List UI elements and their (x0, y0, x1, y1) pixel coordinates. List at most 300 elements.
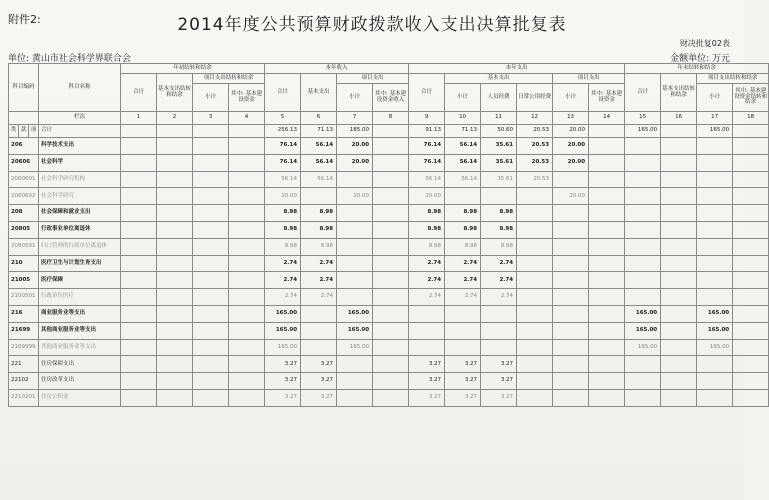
table-cell (157, 339, 193, 356)
table-cell (733, 188, 769, 205)
table-cell (229, 171, 265, 188)
table-cell (625, 221, 661, 238)
table-cell (373, 272, 409, 289)
table-cell (589, 238, 625, 255)
table-cell: 2.74 (481, 272, 517, 289)
column-number: 8 (373, 112, 409, 125)
header-end-balance: 年末结转和结余 (625, 64, 769, 74)
header-subtotal: 小计 (553, 84, 589, 112)
table-cell: 8.98 (445, 205, 481, 222)
row-code: 221 (9, 356, 39, 373)
table-cell (517, 339, 553, 356)
table-cell (337, 373, 373, 390)
table-row (9, 205, 769, 222)
table-cell (589, 138, 625, 155)
row-code: 208 (9, 205, 39, 222)
header-project-balance: 项目支出结转和结余 (697, 74, 769, 84)
row-code: 216 (9, 305, 39, 322)
table-cell (193, 138, 229, 155)
table-cell: 3.27 (301, 373, 337, 390)
table-cell (517, 389, 553, 406)
table-cell (229, 188, 265, 205)
table-cell (121, 205, 157, 222)
row-name: 商业服务业等支出 (39, 305, 121, 322)
table-cell (229, 205, 265, 222)
table-cell: 20.00 (409, 188, 445, 205)
column-number: 11 (481, 112, 517, 125)
table-cell (553, 171, 589, 188)
form-code: 财决批复02表 (679, 39, 730, 48)
row-name: 社会科学研究 (39, 188, 121, 205)
table-cell: 165.00 (265, 305, 301, 322)
table-cell (373, 125, 409, 138)
table-cell (697, 272, 733, 289)
table-cell (517, 188, 553, 205)
column-number: 5 (265, 112, 301, 125)
table-cell (733, 138, 769, 155)
table-cell (229, 255, 265, 272)
table-cell: 185.00 (337, 125, 373, 138)
row-name: 医疗卫生与计划生育支出 (39, 255, 121, 272)
table-cell (337, 272, 373, 289)
table-row (9, 373, 769, 390)
table-cell (661, 188, 697, 205)
table-row (9, 389, 769, 406)
table-cell: 8.98 (445, 238, 481, 255)
header-subtotal: 小计 (193, 84, 229, 112)
row-code: 206 (9, 138, 39, 155)
table-cell (553, 389, 589, 406)
header-basic-balance: 基本支出结转和结余 (661, 74, 697, 112)
table-cell: 165.00 (265, 322, 301, 339)
table-cell: 8.98 (481, 205, 517, 222)
table-cell: 3.27 (265, 389, 301, 406)
table-cell (157, 255, 193, 272)
table-cell: 56.14 (445, 171, 481, 188)
header-total: 合计 (409, 74, 445, 112)
table-cell: 8.98 (409, 221, 445, 238)
table-cell (589, 322, 625, 339)
table-row (9, 339, 769, 356)
header-begin-balance: 年初结转和结余 (121, 64, 265, 74)
table-cell (517, 238, 553, 255)
table-cell (589, 356, 625, 373)
row-name: 医疗保障 (39, 272, 121, 289)
table-cell (157, 238, 193, 255)
table-cell (409, 339, 445, 356)
table-cell (553, 255, 589, 272)
table-cell: 20.53 (517, 125, 553, 138)
table-cell (445, 305, 481, 322)
table-cell: 165.00 (265, 339, 301, 356)
table-cell: 8.98 (481, 221, 517, 238)
amount-unit: 金额单位: 万元 (670, 54, 730, 64)
table-cell (193, 389, 229, 406)
header-project-expenditure: 项目支出 (337, 74, 409, 84)
attachment-label: 附件2: (8, 13, 41, 26)
table-cell (733, 221, 769, 238)
row-name: 行政事业单位离退休 (39, 221, 121, 238)
table-cell (121, 125, 157, 138)
table-cell (733, 373, 769, 390)
row-name: 社会保障和就业支出 (39, 205, 121, 222)
table-cell: 20.00 (553, 154, 589, 171)
table-cell: 20.53 (517, 138, 553, 155)
table-cell (661, 339, 697, 356)
table-cell (121, 289, 157, 306)
table-cell: 35.61 (481, 138, 517, 155)
header-subject-name: 科目名称 (39, 64, 121, 112)
table-cell (157, 171, 193, 188)
row-code: 2060601 (9, 171, 39, 188)
table-row (9, 138, 769, 155)
table-cell: 3.27 (409, 373, 445, 390)
row-name: 归口管理的行政单位离退休 (39, 238, 121, 255)
table-cell (373, 339, 409, 356)
table-cell: 20.00 (553, 125, 589, 138)
table-cell (625, 188, 661, 205)
table-cell: 2.74 (265, 272, 301, 289)
table-cell (553, 272, 589, 289)
table-cell: 3.27 (301, 356, 337, 373)
table-cell (589, 125, 625, 138)
row-code: 20606 (9, 154, 39, 171)
row-code: 20805 (9, 221, 39, 238)
table-cell: 165.00 (697, 322, 733, 339)
table-cell: 76.14 (265, 154, 301, 171)
table-cell (733, 238, 769, 255)
table-cell (373, 221, 409, 238)
page-title: 2014年度公共预算财政拨款收入支出决算批复表 (177, 15, 567, 35)
table-cell (733, 154, 769, 171)
table-cell (553, 322, 589, 339)
table-cell (229, 339, 265, 356)
table-cell (157, 154, 193, 171)
budget-table (8, 63, 769, 407)
header-infra-funds: 其中: 基本建设资金 (229, 84, 265, 112)
table-cell (589, 154, 625, 171)
table-cell (517, 272, 553, 289)
table-cell (121, 322, 157, 339)
table-row (9, 238, 769, 255)
table-cell (373, 356, 409, 373)
header-subtotal: 小计 (697, 84, 733, 112)
table-cell (229, 356, 265, 373)
table-cell: 56.14 (301, 138, 337, 155)
header-kind: 类 (9, 125, 19, 138)
table-cell (121, 272, 157, 289)
table-cell (553, 305, 589, 322)
table-cell: 3.27 (265, 356, 301, 373)
table-cell (733, 125, 769, 138)
table-cell (337, 289, 373, 306)
row-code: 2080501 (9, 238, 39, 255)
header-total: 合计 (265, 74, 301, 112)
table-cell: 165.00 (697, 125, 733, 138)
table-cell: 165.00 (625, 322, 661, 339)
table-cell (229, 322, 265, 339)
table-cell (229, 154, 265, 171)
table-cell (661, 138, 697, 155)
table-cell (733, 205, 769, 222)
table-cell (661, 238, 697, 255)
table-cell (553, 289, 589, 306)
header-subtotal: 小计 (337, 84, 373, 112)
row-name: 住房公积金 (39, 389, 121, 406)
table-cell (193, 322, 229, 339)
table-row (9, 356, 769, 373)
table-cell: 2.74 (445, 289, 481, 306)
table-cell (193, 125, 229, 138)
header-basic-expenditure: 基本支出 (445, 74, 553, 84)
table-cell: 20.53 (517, 154, 553, 171)
table-cell (517, 356, 553, 373)
table-cell: 2.74 (265, 289, 301, 306)
table-cell (481, 188, 517, 205)
table-cell (625, 255, 661, 272)
table-cell (373, 255, 409, 272)
table-cell (553, 356, 589, 373)
table-cell (193, 255, 229, 272)
table-cell (517, 221, 553, 238)
header-total: 合计 (121, 74, 157, 112)
table-cell (157, 356, 193, 373)
column-number: 4 (229, 112, 265, 125)
table-row (9, 171, 769, 188)
table-cell (193, 373, 229, 390)
table-cell (229, 138, 265, 155)
table-cell (229, 305, 265, 322)
table-cell: 3.27 (265, 373, 301, 390)
table-cell (697, 138, 733, 155)
header-income: 本年收入 (265, 64, 409, 74)
table-cell (193, 205, 229, 222)
table-cell: 56.14 (301, 171, 337, 188)
table-cell (193, 339, 229, 356)
table-cell (193, 154, 229, 171)
table-cell: 20.00 (337, 154, 373, 171)
table-cell (517, 322, 553, 339)
table-cell (121, 138, 157, 155)
header-basic-expenditure: 基本支出 (301, 74, 337, 112)
column-number: 2 (157, 112, 193, 125)
table-cell (517, 255, 553, 272)
table-cell (733, 322, 769, 339)
table-cell: 56.14 (445, 138, 481, 155)
table-cell (445, 322, 481, 339)
table-cell: 2.74 (409, 272, 445, 289)
table-cell: 2.74 (301, 289, 337, 306)
row-name: 行政单位医疗 (39, 289, 121, 306)
row-code: 2210201 (9, 389, 39, 406)
table-cell: 165.00 (337, 322, 373, 339)
table-cell (661, 221, 697, 238)
table-cell (625, 238, 661, 255)
table-cell (229, 289, 265, 306)
table-cell: 165.00 (625, 125, 661, 138)
table-cell: 8.98 (409, 238, 445, 255)
table-cell (373, 389, 409, 406)
table-cell: 76.14 (409, 154, 445, 171)
header-subtotal: 小计 (445, 84, 481, 112)
table-cell (553, 205, 589, 222)
table-cell (625, 154, 661, 171)
table-cell (517, 289, 553, 306)
table-cell (625, 389, 661, 406)
table-cell: 165.00 (625, 305, 661, 322)
table-cell (697, 188, 733, 205)
table-cell (121, 221, 157, 238)
table-cell (733, 272, 769, 289)
table-cell (697, 221, 733, 238)
table-cell (301, 322, 337, 339)
table-cell (337, 389, 373, 406)
table-cell (409, 322, 445, 339)
column-number: 15 (625, 112, 661, 125)
table-cell: 35.61 (481, 171, 517, 188)
table-row (9, 255, 769, 272)
table-cell (193, 171, 229, 188)
table-cell (121, 154, 157, 171)
column-number: 16 (661, 112, 697, 125)
table-cell (625, 289, 661, 306)
table-cell (121, 238, 157, 255)
row-code: 22102 (9, 373, 39, 390)
header-infra-income: 其中: 基本建设资金收入 (373, 84, 409, 112)
column-number: 1 (121, 112, 157, 125)
table-cell: 8.98 (301, 221, 337, 238)
table-cell (589, 305, 625, 322)
table-cell: 3.27 (445, 389, 481, 406)
table-cell: 3.27 (301, 389, 337, 406)
header-subject-code: 科目编码 (9, 64, 39, 112)
table-cell (373, 373, 409, 390)
table-cell (337, 221, 373, 238)
table-cell: 3.27 (481, 356, 517, 373)
table-cell (121, 389, 157, 406)
table-cell (625, 171, 661, 188)
table-cell (193, 289, 229, 306)
row-name: 合计 (39, 125, 121, 138)
table-cell (625, 356, 661, 373)
table-cell: 20.53 (517, 171, 553, 188)
unit-name: 单位: 黄山市社会科学界联合会 (8, 54, 131, 64)
table-cell (337, 238, 373, 255)
table-cell (589, 339, 625, 356)
table-cell (589, 289, 625, 306)
table-cell: 3.27 (445, 373, 481, 390)
table-cell (229, 373, 265, 390)
table-cell (121, 373, 157, 390)
table-cell (553, 373, 589, 390)
table-cell (697, 154, 733, 171)
table-cell (589, 205, 625, 222)
table-cell (157, 221, 193, 238)
table-cell (193, 305, 229, 322)
row-name: 其他商业服务业等支出 (39, 339, 121, 356)
table-cell: 256.13 (265, 125, 301, 138)
table-cell: 76.14 (265, 138, 301, 155)
table-cell (697, 238, 733, 255)
table-cell (373, 205, 409, 222)
table-cell: 20.00 (553, 188, 589, 205)
table-cell (157, 289, 193, 306)
table-cell (157, 188, 193, 205)
table-cell (157, 272, 193, 289)
column-number: 18 (733, 112, 769, 125)
table-cell (121, 305, 157, 322)
header-total: 合计 (625, 74, 661, 112)
table-cell (661, 272, 697, 289)
table-cell (733, 389, 769, 406)
table-cell (733, 255, 769, 272)
table-cell (661, 322, 697, 339)
table-cell: 165.00 (337, 339, 373, 356)
row-code: 2060602 (9, 188, 39, 205)
table-cell: 20.00 (265, 188, 301, 205)
table-cell (337, 205, 373, 222)
table-cell: 8.98 (301, 238, 337, 255)
row-code: 2169999 (9, 339, 39, 356)
table-cell (373, 305, 409, 322)
table-cell: 8.98 (301, 205, 337, 222)
table-cell (121, 356, 157, 373)
table-row (9, 154, 769, 171)
table-cell (445, 339, 481, 356)
table-cell (733, 171, 769, 188)
table-cell: 3.27 (481, 373, 517, 390)
header-expenditure: 本年支出 (409, 64, 625, 74)
header-basic-balance: 基本支出结转和结余 (157, 74, 193, 112)
row-name: 住房保障支出 (39, 356, 121, 373)
column-number: 3 (193, 112, 229, 125)
table-cell (697, 389, 733, 406)
row-code: 21005 (9, 272, 39, 289)
column-number: 17 (697, 112, 733, 125)
table-cell (157, 125, 193, 138)
table-cell (301, 188, 337, 205)
table-cell (661, 373, 697, 390)
table-cell (697, 205, 733, 222)
table-cell (517, 205, 553, 222)
table-cell (373, 171, 409, 188)
table-cell: 20.00 (337, 188, 373, 205)
table-cell: 165.00 (337, 305, 373, 322)
table-cell (301, 305, 337, 322)
header-entry: 项 (29, 125, 39, 138)
table-cell: 2.74 (445, 272, 481, 289)
table-row (9, 221, 769, 238)
table-cell (661, 125, 697, 138)
table-cell: 8.98 (481, 238, 517, 255)
table-cell: 35.61 (481, 154, 517, 171)
column-number: 9 (409, 112, 445, 125)
table-cell (193, 356, 229, 373)
table-cell: 50.60 (481, 125, 517, 138)
row-name: 科学技术支出 (39, 138, 121, 155)
table-cell: 3.27 (409, 356, 445, 373)
table-cell (121, 171, 157, 188)
table-cell (661, 356, 697, 373)
row-code: 210 (9, 255, 39, 272)
column-number: 7 (337, 112, 373, 125)
table-row (9, 188, 769, 205)
table-cell: 71.13 (445, 125, 481, 138)
table-cell (157, 138, 193, 155)
table-row (9, 305, 769, 322)
table-cell (589, 272, 625, 289)
table-cell (589, 171, 625, 188)
